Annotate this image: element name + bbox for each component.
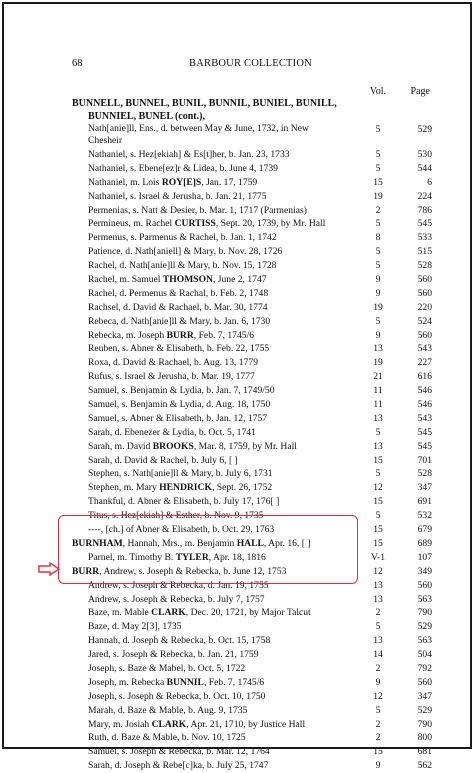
entry-text: Ruth, d. Baze & Mable, b. Nov. 10, 1725 [88,732,246,744]
entry-vol: 2 [375,204,381,216]
entry-vol: 9 [375,329,381,341]
entry-row [72,162,434,176]
entry-row [72,412,434,426]
entry-vol: 12 [373,482,383,494]
entry-vol: 9 [375,676,381,688]
entry-vol: 5 [375,149,381,160]
entry-vol: 9 [375,274,381,286]
entry-row [72,204,434,218]
entry-row [72,426,434,440]
entry-vol: 13 [373,440,383,452]
entry-page: 533 [417,232,432,244]
entry-page: 562 [417,760,432,772]
entry-row [72,481,434,495]
entry-row [72,329,434,343]
entry-text: ----, [ch.] of Abner & Elisabeth, b. Oct. 29, 1763 [88,524,275,536]
entry-page: 800 [417,732,432,744]
entry-vol: 21 [373,371,383,383]
entry-page: 504 [417,649,432,661]
collection-title: BARBOUR COLLECTION [189,58,312,69]
entry-row [72,342,434,356]
arrow-right-icon [38,562,60,576]
entry-vol: 5 [375,246,381,258]
entry-page: 107 [417,551,432,563]
entry-row [72,315,434,329]
entry-text: Baze, d. May 2[3], 1735 [88,621,182,633]
entry-row [72,384,434,398]
highlight-box [58,515,358,584]
entry-vol: 5 [375,621,381,633]
entry-page: 681 [417,746,432,758]
entry-page: 560 [417,287,432,299]
entry-page: 545 [417,218,432,230]
entry-row [72,440,434,454]
entry-vol: 12 [373,690,383,702]
entry-vol: 15 [373,454,383,466]
entry-vol: 15 [373,537,383,549]
entry-vol: 2 [375,662,381,674]
entry-vol: 15 [373,496,383,508]
entry-row [72,606,434,620]
entry-text: Mary, m. Josiah CLARK, Apr. 21, 1710, by Justice Hall [88,718,306,730]
entry-vol: 5 [375,124,381,135]
entry-vol: 13 [373,635,383,647]
entry-vol: 2 [375,607,381,619]
entry-vol: 13 [373,579,383,591]
page-header [72,58,432,74]
entry-page: 349 [417,565,432,577]
entry-page: 691 [417,496,432,508]
entry-row [72,467,434,481]
entry-text: Thankful, d. Abner & Elisabeth, b. July 17, 176[ ] [88,496,280,508]
entry-page: 563 [417,635,432,647]
entry-row [72,676,434,690]
entry-page: 792 [417,662,432,674]
entry-page: 515 [417,246,432,258]
entry-text: Parnel, m. Timothy B. TYLER, Apr. 18, 1816 [88,551,266,563]
entry-page: 560 [417,676,432,688]
entry-row [72,356,434,370]
entry-row [72,745,434,759]
entry-text: Rachel, m. Samuel THOMSON, June 2, 1747 [88,274,267,286]
entry-text: Rebeca, d. Nath[anie]ll & Mary, b. Jan. 6, 1730 [88,315,271,327]
entry-row [72,759,434,773]
entry-text: Jared, s. Joseph & Rebecka, b. Jan. 21, 1759 [88,649,259,661]
entry-page: 786 [417,204,432,216]
entry-vol: 2 [375,732,381,744]
entry-row [72,190,434,204]
entry-text: Nathaniel, s. Ebene[ez]r & Lidea, b. June 4, 1739 [88,162,278,174]
entry-text: Marah, d. Baze & Mable, b. Aug. 9, 1735 [88,704,248,716]
entry-list [72,123,434,773]
entry-page: 543 [417,412,432,424]
entry-text: Permenias, s. Natt & Desier, b. Mar. 1, 1717 (Parmenias) [88,204,307,216]
entry-text: Rufus, s. Israel & Jerusha, b. Mar. 19, 1777 [88,371,255,383]
entry-row [72,245,434,259]
entry-row [72,593,434,607]
entry-page: 220 [417,301,432,313]
entry-vol: 13 [373,343,383,355]
entry-page: 790 [417,718,432,730]
entry-text: Nath[anie]ll, Ens., d. between May & June, 1732, in New Chesheir [88,123,309,146]
vol-column-header: Vol. [369,86,386,97]
entry-row [72,648,434,662]
entry-vol: 5 [375,218,381,230]
entry-page: 529 [417,124,432,135]
entry-row [72,662,434,676]
entry-vol: 13 [373,412,383,424]
entry-text: Samuel, s. Joseph & Rebecka, b. Mar. 12, 1764 [88,746,270,758]
entry-row [72,731,434,745]
entry-vol: 11 [373,385,383,397]
page-column-header: Page [410,86,430,97]
entry-vol: V-1 [370,551,386,563]
entry-text: Hannah, d. Joseph & Rebecka, b. Oct. 15, 1758 [88,635,271,647]
entry-row [72,718,434,732]
entry-vol: 5 [375,162,381,174]
entry-row [72,217,434,231]
entry-text: Permineus, m. Rachel CURTISS, Sept. 20, 1739, by Mr. Hall [88,218,326,230]
entry-text: Rachsel, d. David & Rachael, b. Mar. 30, 1774 [88,301,268,313]
entry-vol: 5 [375,315,381,327]
entry-vol: 8 [375,232,381,244]
entry-row [72,301,434,315]
entry-text: Andrew, s. Joseph & Rebecka, b. July 7, 1757 [88,593,265,605]
entry-page: 545 [417,426,432,438]
entry-text: Roxa, d. David & Rachael, b. Aug. 13, 1779 [88,357,258,369]
entry-vol: 14 [373,649,383,661]
entry-row [72,273,434,287]
entry-vol: 5 [375,426,381,438]
entry-row [72,690,434,704]
entry-text: Reuben, s. Abner & Elisabeth, b. Feb. 22, 1755 [88,343,270,355]
entry-text: Joseph, s. Joseph & Rebecka, b. Oct. 10, 1750 [88,690,266,702]
surname-heading-line2: BUNNIEL, BUNEL (cont.), [88,111,205,122]
entry-page: 529 [417,621,432,633]
entry-page: 563 [417,593,432,605]
entry-vol: 19 [373,190,383,202]
entry-text: Samuel, s. Benjamin & Lydia, d. Aug. 18, 1750 [88,399,271,411]
entry-page: 701 [417,454,432,466]
entry-text: Permenus, s. Parmenus & Rachel, b. Jan. 1, 1742 [88,232,277,244]
entry-page: 544 [417,162,432,174]
entry-text: Andrew, s. Joseph & Rebecka, d. Jan. 19, 1755 [88,579,269,591]
entry-text: Rebecka, m. Joseph BURR, Feb. 7, 1745/6 [88,329,255,341]
entry-page: 560 [417,579,432,591]
surname-heading-line1: BUNNELL, BUNNEL, BUNIL, BUNNIL, BUNIEL, BUNILL, [72,98,337,109]
entry-row [72,148,434,162]
entry-page: 560 [417,329,432,341]
entry-vol: 9 [375,287,381,299]
entry-text: BURNHAM, Hannah, Mrs., m. Benjamin HALL, Apr. 16, [ ] [72,537,311,549]
entry-page: 224 [417,190,432,202]
entry-text: Joseph, s. Baze & Mabel, b. Oct. 5, 1722 [88,662,246,674]
entry-page: 546 [417,385,432,397]
entry-text: Stephen, m. Mary HENDRICK, Sept. 26, 1752 [88,482,273,494]
entry-row [72,176,434,190]
entry-vol: 11 [373,399,383,411]
entry-page: 543 [417,343,432,355]
entry-text: Rachel, d. Permenus & Rachal, b. Feb. 2, 1748 [88,287,269,299]
entry-vol: 5 [375,468,381,480]
entry-page: 347 [417,690,432,702]
entry-vol: 13 [373,593,383,605]
entry-text: Sarah, d. Joseph & Rebe[c]ka, b. July 25, 1747 [88,760,269,772]
entry-page: 546 [417,399,432,411]
entry-text: Sarah, d. David & Rachel, b. July 6, [ ] [88,454,238,466]
entry-vol: 12 [373,565,383,577]
entry-vol: 15 [373,524,383,536]
entry-vol: 5 [375,704,381,716]
entry-row [72,398,434,412]
entry-page: 528 [417,260,432,272]
entry-row [72,259,434,273]
entry-text: Joseph, m. Rebecka BUNNIL, Feb. 7, 1745/6 [88,676,265,688]
entry-text: Stephen, s. Nath[anie]ll & Mary, b. July 6, 1731 [88,468,273,480]
page-number: 68 [72,58,83,69]
entry-page: 679 [417,524,432,536]
entry-vol: 15 [373,746,383,758]
entry-page: 530 [417,149,432,160]
entry-page: 347 [417,482,432,494]
entry-row [72,620,434,634]
entry-row [72,287,434,301]
entry-row [72,704,434,718]
entry-row [72,370,434,384]
entry-page: 689 [417,537,432,549]
entry-page: 528 [417,468,432,480]
entry-text: Samuel, s. Benjamin & Lydia, b. Jan. 7, 1749/50 [88,385,275,397]
entry-page: 560 [417,274,432,286]
entry-page: 532 [417,510,432,522]
entry-text: BURR, Andrew, s. Joseph & Rebecka, b. June 12, 1753 [72,565,287,577]
entry-page: 616 [417,371,432,383]
entry-vol: 5 [375,510,381,522]
entry-row [72,231,434,245]
entry-text: Rachel, d. Nath[anie]ll & Mary, b. Nov. 15, 1728 [88,260,277,272]
entry-text: Samuel, s. Abner & Elisabeth, b. Jan. 12, 1757 [88,412,268,424]
entry-row [72,495,434,509]
entry-vol: 15 [373,176,383,188]
entry-page: 524 [417,315,432,327]
entry-text: Nathaniel, s. Hez[ekiah] & Es[t]her, b. Jan. 23, 1733 [88,149,290,160]
entry-row [72,454,434,468]
entry-vol: 9 [375,760,381,772]
entry-page: 529 [417,704,432,716]
entry-row [72,634,434,648]
entry-vol: 19 [373,357,383,369]
entry-text: Patience, d. Nath[aniell] & Mary, b. Nov. 28, 1726 [88,246,283,258]
entry-page: 790 [417,607,432,619]
entry-row [72,123,434,148]
entry-text: Titus, s. Hez[ekiah] & Esther, b. Nov. 9, 1735 [88,510,264,522]
entry-vol: 19 [373,301,383,313]
entry-page: 6 [427,176,432,188]
entry-page: 227 [417,357,432,369]
entry-text: Sarah, m. David BROOKS, Mar. 8, 1759, by Mr. Hall [88,440,297,452]
entry-text: Nathaniel, m. Lois ROY[E]S, Jan. 17, 1759 [88,176,258,188]
entry-vol: 2 [375,718,381,730]
entry-text: Baze, m. Mable CLARK, Dec. 20, 1721, by Major Talcut [88,607,311,619]
entry-page: 545 [417,440,432,452]
entry-text: Nathaniel, s. Israel & Jerusha, b. Jan. 21, 1775 [88,190,267,202]
entry-vol: 5 [375,260,381,272]
entry-text: Sarah, d. Ebenezer & Lydia, b. Oct. 5, 1741 [88,426,256,438]
